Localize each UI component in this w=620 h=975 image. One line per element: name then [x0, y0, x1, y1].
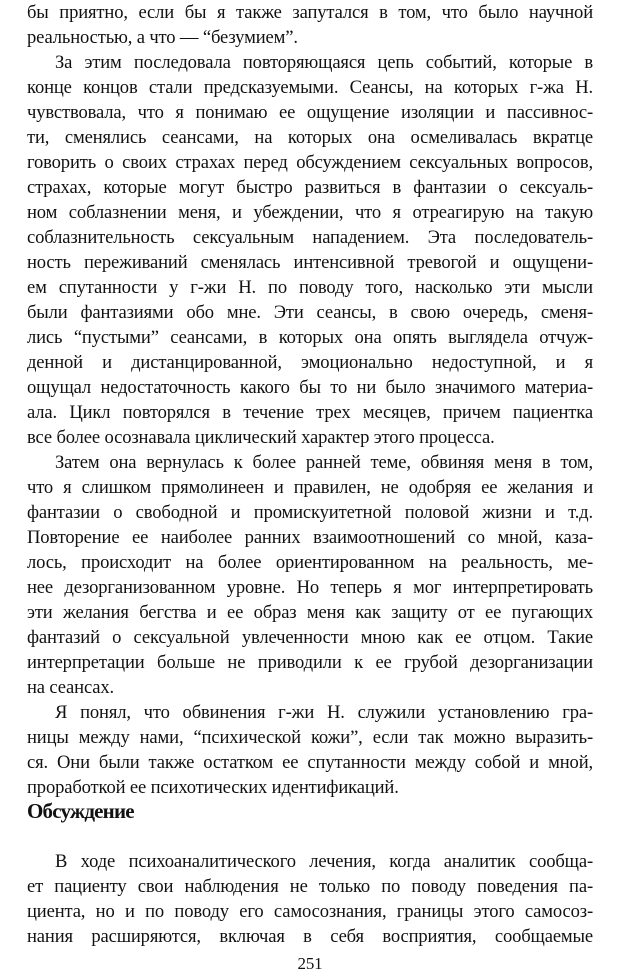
- text-line: эти желания бегства и ее образ меня как защиту от ее пугающих: [27, 602, 593, 623]
- text-line: фантазий о сексуальной увлеченности мною как ее отцом. Такие: [27, 627, 593, 648]
- text-line: бы приятно, если бы я также запутался в том, что было научной: [27, 2, 593, 23]
- text-line: ет пациенту свои наблюдения не только по поводу поведения па-: [27, 876, 593, 897]
- text-line: конце концов стали предсказуемыми. Сеансы, на которых г-жа Н.: [27, 77, 593, 98]
- text-line: лись “пустыми” сеансами, в которых она опять выглядела отчуж-: [27, 327, 593, 348]
- text-line: Я понял, что обвинения г-жи Н. служили установлению гра-: [55, 702, 593, 723]
- text-line: нее дезорганизованном уровне. Но теперь я мог интерпретировать: [27, 577, 593, 598]
- text-line: страхах, которые могут быстро развиться в фантазии о сексуаль-: [27, 177, 593, 198]
- text-line: ала. Цикл повторялся в течение трех месяцев, причем пациентка: [27, 402, 593, 423]
- text-line: Повторение ее наиболее ранних взаимоотношений со мной, каза-: [27, 527, 593, 548]
- text-line: нания расширяются, включая в себя восприятия, сообщаемые: [27, 926, 593, 947]
- text-line: говорить о своих страхах перед обсуждением сексуальных вопросов,: [27, 152, 593, 173]
- text-line: фантазии о свободной и промискуитетной половой жизни и т.д.: [27, 502, 593, 523]
- text-line: чувствовала, что я понимаю ее ощущение изоляции и пассивнос-: [27, 102, 593, 123]
- text-line: ем спутанности у г-жи Н. по поводу того, насколько эти мысли: [27, 277, 593, 298]
- section-heading: Обсуждение: [27, 799, 134, 823]
- text-line: ся. Они были также остатком ее спутанности между собой и мной,: [27, 752, 593, 773]
- text-line: соблазнительность сексуальным нападением. Эта последователь-: [27, 227, 593, 248]
- text-line: ощущал недостаточность какого бы то ни было значимого материа-: [27, 377, 593, 398]
- text-line: ном соблазнении меня, и убеждении, что я отреагирую на такую: [27, 202, 593, 223]
- text-line: денной и дистанцированной, эмоционально недоступной, и я: [27, 352, 593, 373]
- text-line: Затем она вернулась к более ранней теме, обвиняя меня в том,: [55, 452, 593, 473]
- text-line: все более осознавала циклический характер этого процесса.: [27, 427, 495, 448]
- text-line: проработкой ее психотических идентификаций.: [27, 777, 399, 798]
- text-line: циента, но и по поводу его самосознания, границы этого самосоз-: [27, 901, 593, 922]
- text-line: ность переживаний сменялась интенсивной тревогой и ощущени-: [27, 252, 593, 273]
- text-line: В ходе психоаналитического лечения, когда аналитик сообща-: [55, 851, 593, 872]
- text-line: на сеансах.: [27, 677, 115, 698]
- text-line: были фантазиями обо мне. Эти сеансы, в свою очередь, сменя-: [27, 302, 593, 323]
- text-line: лось, происходит на более ориентированном на реальность, ме-: [27, 552, 593, 573]
- text-line: ницы между нами, “психической кожи”, если так можно выразить-: [27, 727, 593, 748]
- text-line: За этим последовала повторяющаяся цепь событий, которые в: [55, 52, 593, 73]
- text-line: что я слишком прямолинеен и правилен, не одобряя ее желания и: [27, 477, 593, 498]
- text-line: ти, сменялись сеансами, на которых она осмеливалась вкратце: [27, 127, 593, 148]
- text-line: реальностью, а что — “безумием”.: [27, 27, 298, 48]
- page-number: 251: [297, 954, 323, 973]
- text-line: интерпретации больше не приводили к ее грубой дезорганизации: [27, 652, 593, 673]
